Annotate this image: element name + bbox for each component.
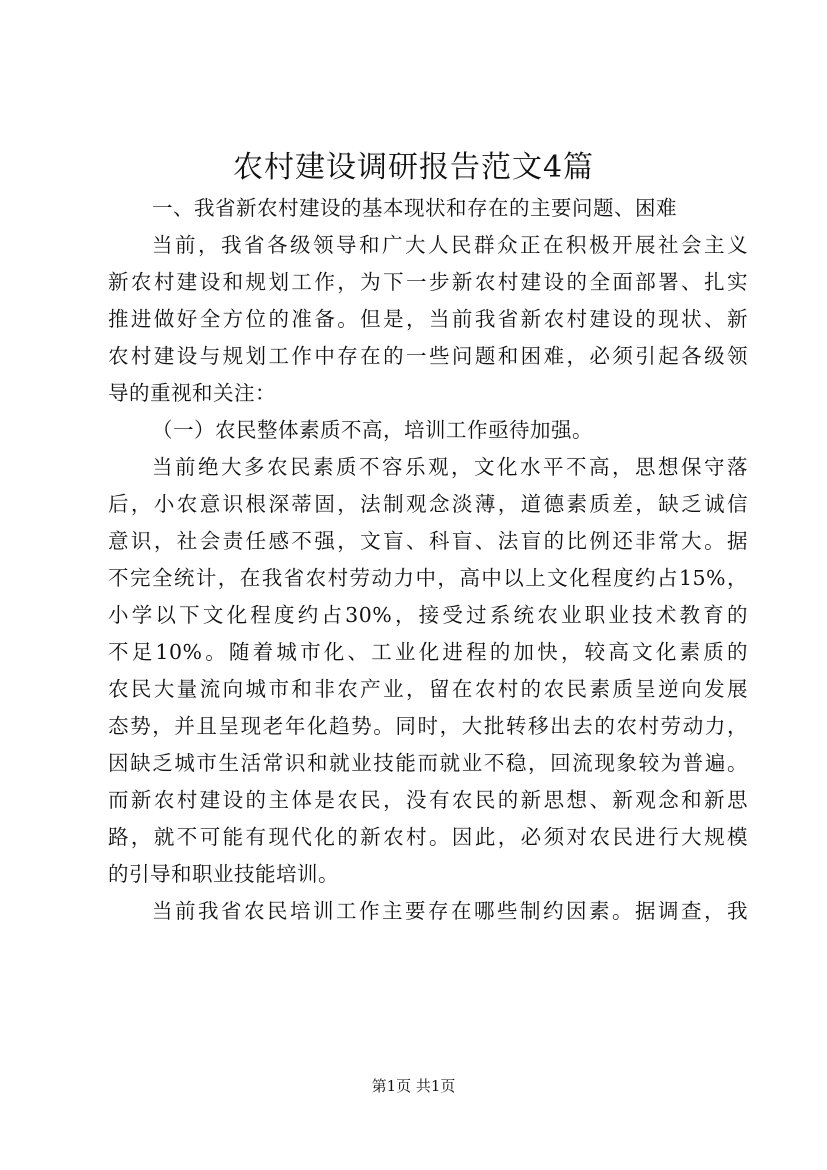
paragraph-line: 不完全统计，在我省农村劳动力中，高中以上文化程度约占15%， (108, 566, 748, 590)
paragraph-line: 当前我省农民培训工作主要存在哪些制约因素。据调查，我 (152, 899, 748, 923)
document-body (108, 190, 748, 930)
paragraph-line: 而新农村建设的主体是农民，没有农民的新思想、新观念和新思 (108, 788, 748, 812)
paragraph-line: 当前绝大多农民素质不容乐观，文化水平不高，思想保守落 (152, 455, 748, 479)
paragraph-line: 的引导和职业技能培训。 (108, 862, 339, 886)
paragraph-line: 因缺乏城市生活常识和就业技能而就业不稳，回流现象较为普遍。 (108, 751, 748, 775)
paragraph-line: 推进做好全方位的准备。但是，当前我省新农村建设的现状、新 (108, 307, 748, 331)
paragraph-line: 意识，社会责任感不强，文盲、科盲、法盲的比例还非常大。据 (108, 529, 748, 553)
paragraph-line: 农民大量流向城市和非农产业，留在农村的农民素质呈逆向发展 (108, 677, 748, 701)
document-title: 农村建设调研报告范文4篇 (232, 150, 595, 185)
paragraph-line: 路，就不可能有现代化的新农村。因此，必须对农民进行大规模 (108, 825, 748, 849)
subsection-heading: （一）农民整体素质不高，培训工作亟待加强。 (152, 418, 593, 442)
paragraph-line: 导的重视和关注： (108, 381, 276, 405)
paragraph-line: 小学以下文化程度约占30%，接受过系统农业职业技术教育的 (108, 603, 748, 627)
page-footer: 第1页 共1页 (371, 1077, 456, 1095)
paragraph-line: 态势，并且呈现老年化趋势。同时，大批转移出去的农村劳动力， (108, 714, 748, 738)
paragraph-line: 后，小农意识根深蒂固，法制观念淡薄，道德素质差，缺乏诚信 (108, 492, 748, 516)
section-heading: 一、我省新农村建设的基本现状和存在的主要问题、困难 (152, 196, 677, 220)
paragraph-line: 当前，我省各级领导和广大人民群众正在积极开展社会主义 (152, 233, 748, 257)
paragraph-line: 农村建设与规划工作中存在的一些问题和困难，必须引起各级领 (108, 344, 748, 368)
paragraph-line: 不足10%。随着城市化、工业化进程的加快，较高文化素质的 (108, 640, 748, 664)
paragraph-line: 新农村建设和规划工作，为下一步新农村建设的全面部署、扎实 (108, 270, 748, 294)
